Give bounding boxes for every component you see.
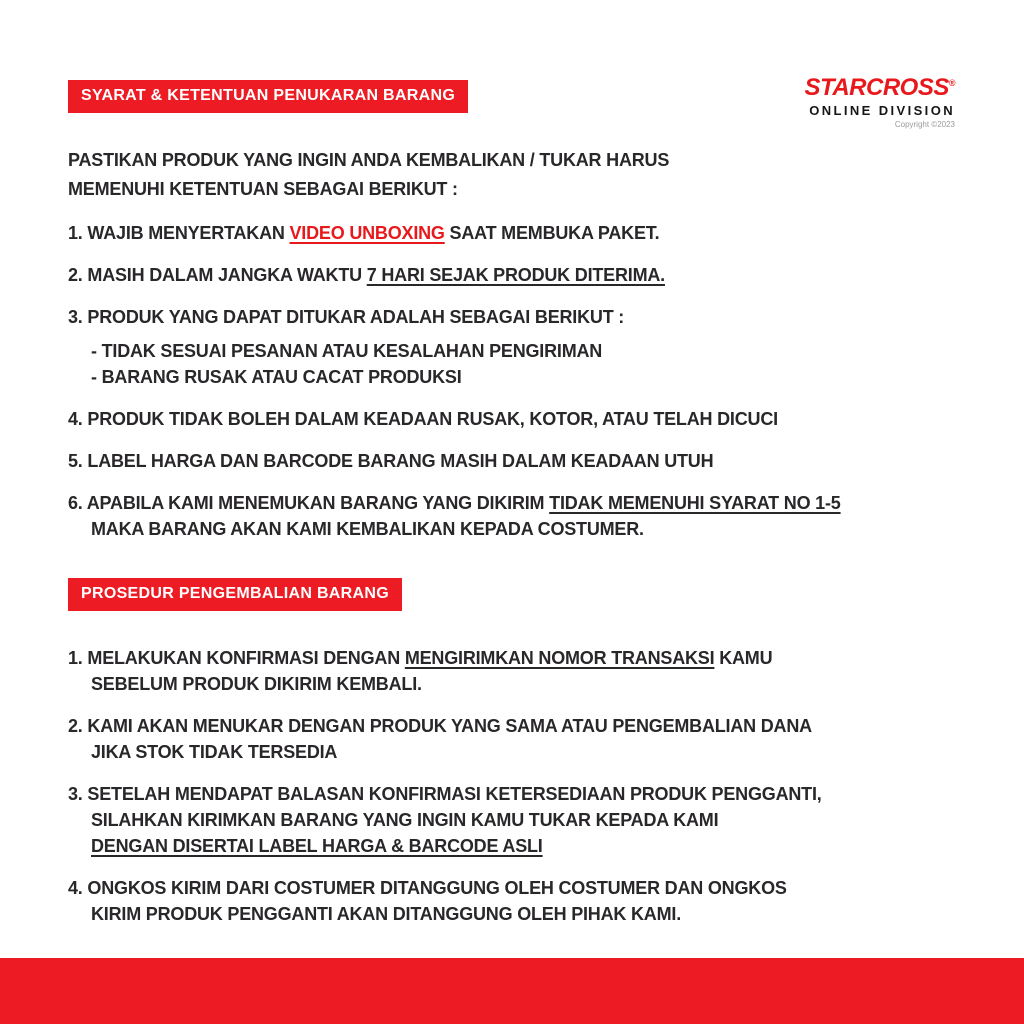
procedure-item-3 (68, 781, 964, 859)
section-procedure-badge: PROSEDUR PENGEMBALIAN BARANG (68, 578, 402, 611)
procedure-section (68, 578, 964, 927)
procedure-item-4-line-1: 4. ONGKOS KIRIM DARI COSTUMER DITANGGUNG OLEH COSTUMER DAN ONGKOS (68, 878, 787, 898)
terms-list (68, 220, 964, 542)
brand-logo (804, 76, 955, 100)
brand-logo-text: STARCROSS (804, 74, 949, 101)
registered-mark: ® (948, 78, 955, 88)
terms-item-3-sub-2: - BARANG RUSAK ATAU CACAT PRODUKSI (91, 367, 462, 387)
terms-item-6-text: 6. APABILA KAMI MENEMUKAN BARANG YANG DIKIRIM (68, 493, 550, 513)
procedure-item-3-line-2: SILAHKAN KIRIMKAN BARANG YANG INGIN KAMU TUKAR KEPADA KAMI (91, 810, 719, 830)
brand-division: ONLINE DIVISION (809, 103, 955, 118)
terms-item-6-line-2: MAKA BARANG AKAN KAMI KEMBALIKAN KEPADA COSTUMER. (91, 519, 644, 539)
terms-item-5: 5. LABEL HARGA DAN BARCODE BARANG MASIH DALAM KEADAAN UTUH (68, 451, 714, 471)
terms-item-1 (68, 220, 964, 246)
procedure-item-1-underline: MENGIRIMKAN NOMOR TRANSAKSI (404, 648, 715, 668)
intro-line-2: MEMENUHI KETENTUAN SEBAGAI BERIKUT : (68, 179, 458, 199)
procedure-item-2-line-2: JIKA STOK TIDAK TERSEDIA (91, 742, 338, 762)
procedure-item-3-line-1: 3. SETELAH MENDAPAT BALASAN KONFIRMASI KETERSEDIAAN PRODUK PENGGANTI, (68, 784, 822, 804)
terms-item-2-text: 2. MASIH DALAM JANGKA WAKTU (68, 265, 367, 285)
terms-item-4: 4. PRODUK TIDAK BOLEH DALAM KEADAAN RUSAK, KOTOR, ATAU TELAH DICUCI (68, 409, 778, 429)
procedure-list (68, 645, 964, 927)
procedure-item-2-line-1: 2. KAMI AKAN MENUKAR DENGAN PRODUK YANG SAMA ATAU PENGEMBALIAN DANA (68, 716, 812, 736)
terms-item-6-underline: TIDAK MEMENUHI SYARAT NO 1-5 (549, 493, 841, 513)
terms-item-2 (68, 262, 964, 288)
footer-red-bar (0, 958, 1024, 1024)
terms-item-6 (68, 490, 964, 542)
copyright-text: Copyright ©2023 (894, 120, 955, 129)
terms-item-3-sub-1: - TIDAK SESUAI PESANAN ATAU KESALAHAN PENGIRIMAN (91, 341, 603, 361)
terms-item-3-head: 3. PRODUK YANG DAPAT DITUKAR ADALAH SEBAGAI BERIKUT : (68, 307, 625, 327)
intro-line-1: PASTIKAN PRODUK YANG INGIN ANDA KEMBALIKAN / TUKAR HARUS (68, 150, 670, 170)
intro-paragraph (68, 146, 964, 204)
procedure-item-1-line-2: SEBELUM PRODUK DIKIRIM KEMBALI. (91, 674, 422, 694)
terms-item-1-text-end: SAAT MEMBUKA PAKET. (444, 223, 660, 243)
procedure-item-1-text-end: KAMU (714, 648, 773, 668)
terms-item-2-underline: 7 HARI SEJAK PRODUK DITERIMA. (366, 265, 665, 285)
video-unboxing-highlight: VIDEO UNBOXING (289, 223, 445, 243)
terms-item-1-text: 1. WAJIB MENYERTAKAN (68, 223, 290, 243)
terms-item-3 (68, 304, 964, 390)
section-terms-badge: SYARAT & KETENTUAN PENUKARAN BARANG (68, 80, 468, 113)
brand-block (804, 76, 955, 129)
procedure-item-2 (68, 713, 964, 765)
procedure-item-1-text: 1. MELAKUKAN KONFIRMASI DENGAN (68, 648, 405, 668)
procedure-item-4-line-2: KIRIM PRODUK PENGGANTI AKAN DITANGGUNG OLEH PIHAK KAMI. (91, 904, 681, 924)
procedure-item-3-line-3-underline: DENGAN DISERTAI LABEL HARGA & BARCODE ASLI (91, 836, 543, 856)
procedure-item-1 (68, 645, 964, 697)
procedure-item-4 (68, 875, 964, 927)
